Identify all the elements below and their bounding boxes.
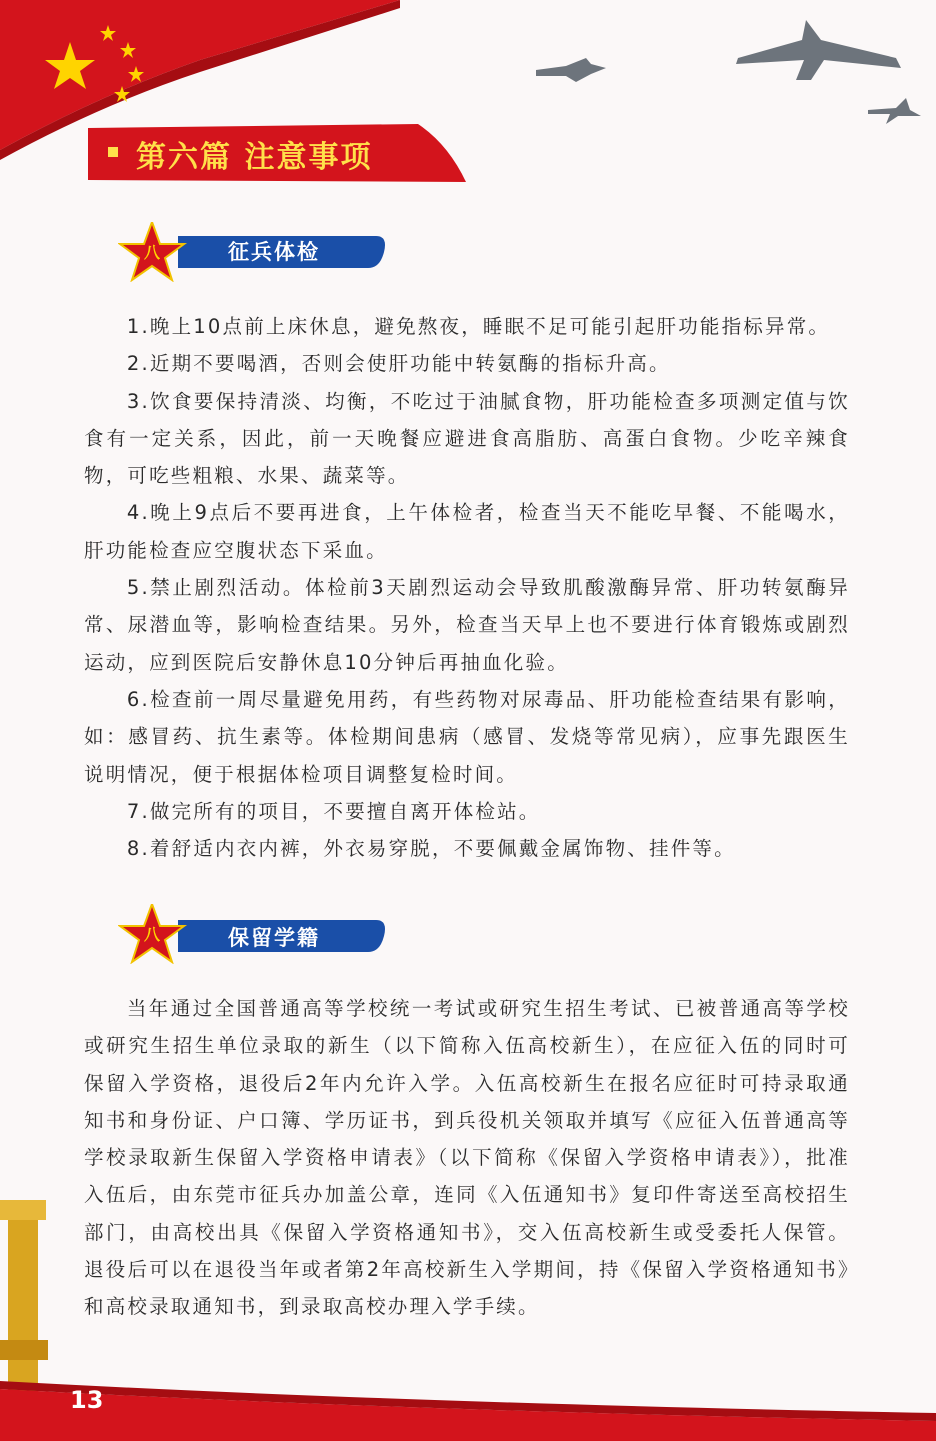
svg-text:八: 八 bbox=[143, 243, 161, 262]
section-heading-physical-exam bbox=[118, 222, 388, 282]
section-heading-retain-enrollment bbox=[118, 904, 388, 964]
note-item: 5.禁止剧烈活动。体检前3天剧烈运动会导致肌酸激酶异常、肝功转氨酶异常、尿潜血等，影响检查结果。另外，检查当天早上也不要进行体育锻炼或剧烈运动，应到医院后安静休息10分钟后再抽血化验。 bbox=[84, 576, 850, 674]
svg-text:八: 八 bbox=[143, 925, 161, 944]
monument-decoration bbox=[0, 1190, 48, 1400]
section-heading-label: 保留学籍 bbox=[228, 926, 320, 950]
note-item: 7.做完所有的项目，不要擅自离开体检站。 bbox=[126, 799, 541, 823]
note-item: 1.晚上10点前上床休息，避免熬夜，睡眠不足可能引起肝功能指标异常。 bbox=[126, 315, 831, 338]
retain-enrollment-text bbox=[84, 990, 850, 1326]
note-item: 3.饮食要保持清淡、均衡，不吃过于油腻食物，肝功能检查多项测定值与饮食有一定关系，因此，前一天晚餐应避进食高脂肪、高蛋白食物。少吃辛辣食物，可吃些粗粮、水果、蔬菜等。 bbox=[84, 389, 850, 488]
paragraph: 当年通过全国普通高等学校统一考试或研究生招生考试、已被普通高等学校或研究生招生单位录取的新生（以下简称入伍高校新生），在应征入伍的同时可保留入学资格，退役后2年内允许入学。入伍高校新生在报名应征时可持录取通知书和身份证、户口簿、学历证书，到兵役机关领取并填写《应征入伍普通高等学校录取新生保留入学资格申请表》（以下简称《保留入学资格申请表》），批准入伍后，由东莞市征兵办加盖公章，连同《入伍通知书》复印件寄送至高校招生部门，由高校出具《保留入学资格通知书》，交入伍高校新生或受委托人保管。退役后可以在退役当年或者第2年高校新生入学期间，持《保留入学资格通知书》和高校录取通知书，到录取高校办理入学手续。 bbox=[84, 997, 850, 1319]
page-number: 13 bbox=[70, 1386, 104, 1414]
fighter-jets-decoration bbox=[506, 0, 936, 130]
chapter-title: 第六篇 注意事项 bbox=[136, 140, 373, 175]
note-item: 6.检查前一周尽量避免用药，有些药物对尿毒品、肝功能检查结果有影响，如：感冒药、抗生素等。体检期间患病（感冒、发烧等常见病），应事先跟医生说明情况，便于根据体检项目调整复检时间。 bbox=[84, 687, 850, 786]
note-item: 8.着舒适内衣内裤，外衣易穿脱，不要佩戴金属饰物、挂件等。 bbox=[126, 837, 736, 861]
note-item: 2.近期不要喝酒，否则会使肝功能中转氨酶的指标升高。 bbox=[126, 352, 671, 376]
physical-exam-notes bbox=[84, 308, 850, 867]
bottom-red-band bbox=[0, 1381, 936, 1441]
section-heading-label: 征兵体检 bbox=[228, 240, 320, 264]
note-item: 4.晚上9点后不要再进食，上午体检者，检查当天不能吃早餐、不能喝水，肝功能检查应空腹状态下采血。 bbox=[84, 501, 850, 562]
